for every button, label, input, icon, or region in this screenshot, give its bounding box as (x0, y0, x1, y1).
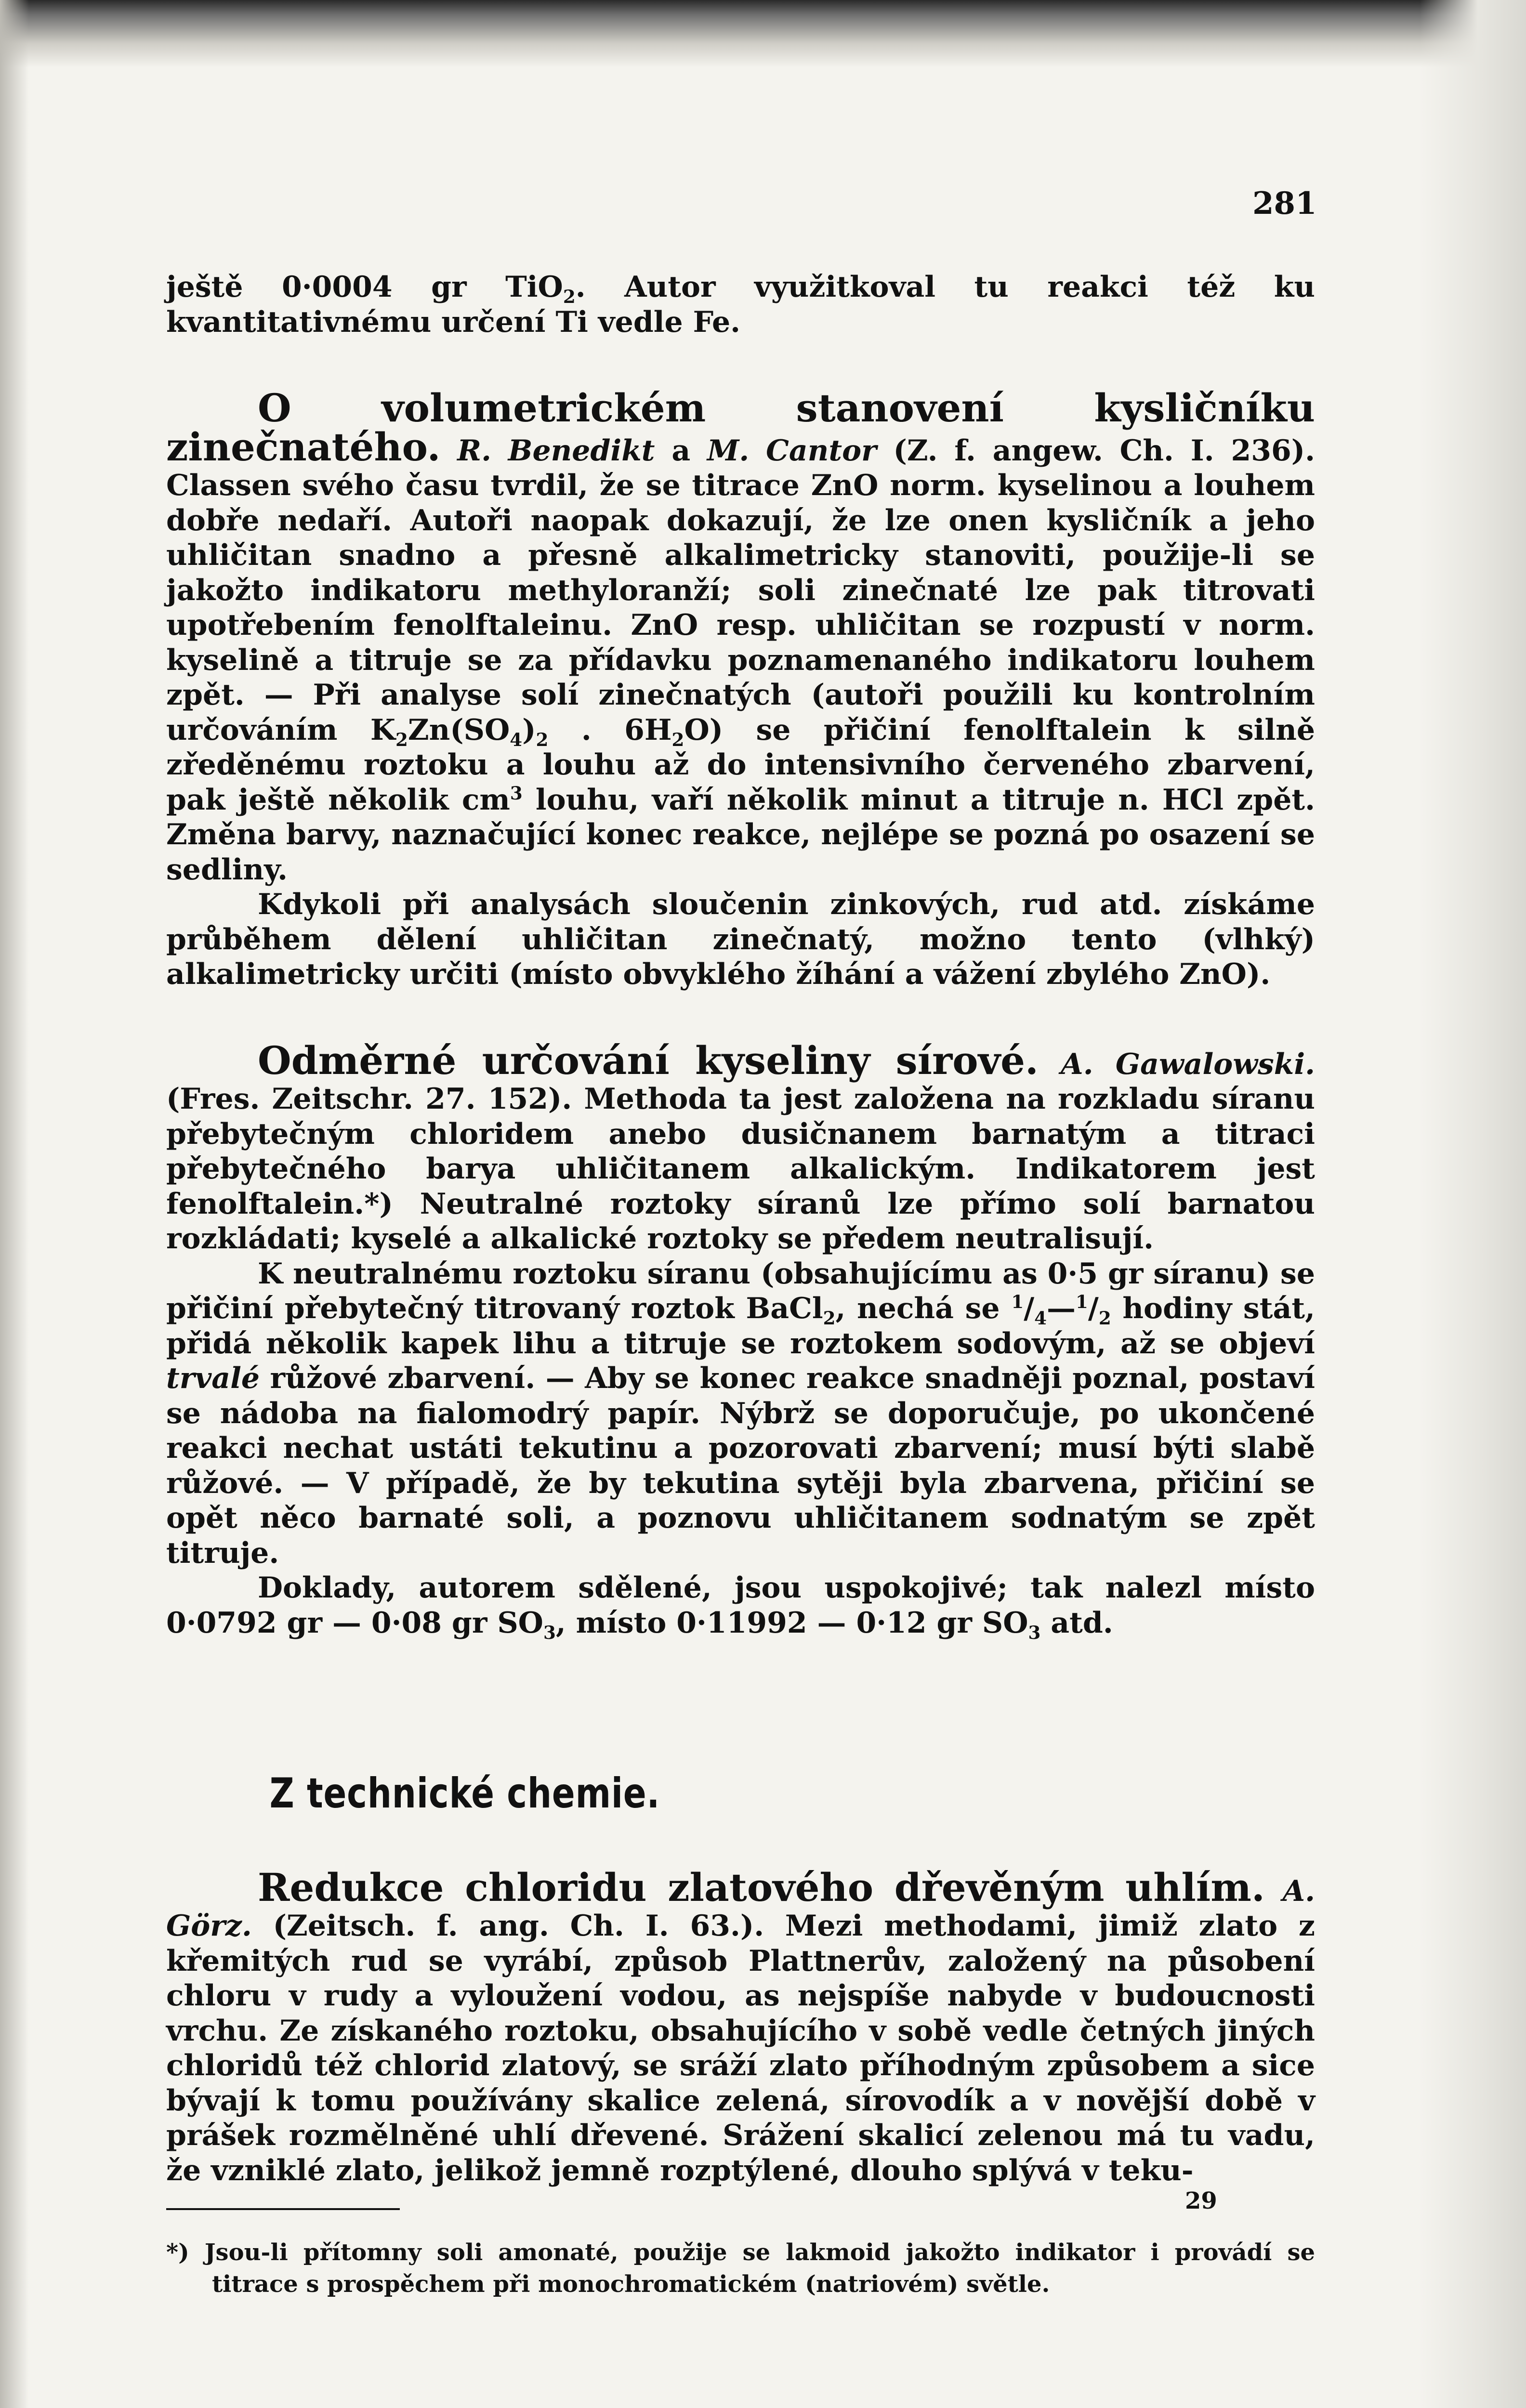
signature-mark: 29 (1185, 2187, 1217, 2214)
article-sulfuric: Odměrné určování kyseliny sírové. A. Gawalowski. (Fres. Zeitschr. 27. 152). Methoda ta jest založena na rozkladu síranu přebytečným chloridem anebo dusičnanem barnatým a titraci přebytečného barya uhličitanem alkalickým. Indikatorem jest fenolftalein.*) Neutralné roztoky síranů lze přímo solí barnatou rozkládati; kyselé a alkalické roztoky se předem neutralisují. (166, 1037, 1316, 1256)
scan-edge-top (0, 0, 1526, 67)
article-title: Redukce chloridu zlatového dřevěným uhlím. (258, 1864, 1265, 1910)
article-title: O volumetrickém stanovení kysličníku zinečnatého. (166, 385, 1315, 470)
page-body (166, 270, 1315, 2300)
scan-edge-right (1420, 0, 1526, 2408)
article-sulfuric-p3: Doklady, autorem sdělené, jsou uspokojivé; tak nalezl místo 0·0792 gr — 0·08 gr $SO_3$, místo 0·11992 — 0·12 gr $SO_3$ atd. (166, 1571, 1315, 1643)
scan-edge-left (0, 0, 29, 2408)
article-zno-p2: Kdykoli při analysách sloučenin zinkových, rud atd. získáme průběhem dělení uhličitan zinečnatý, možno tento (vlhký) alkalimetricky určiti (místo obvyklého žíhání a vážení zbylého ZnO). (166, 888, 1315, 991)
article-sulfuric-p2: K neutralnému roztoku síranu (obsahujícímu as 0·5 gr síranu) se přičiní přebytečný titrovaný roztok BaCl$_2$, nechá se $^1/_4—^1/_2$ hodiny stát, přidá několik kapek lihu a titruje se roztokem sodovým, až se objeví trvalé růžové zbarvení. — Aby se konec reakce snadněji poznal, postaví se nádoba na fialomodrý papír. Nýbrž se doporučuje, po ukončené reakci nechat ustáti tekutinu a pozorovati zbarvení; musí býti slabě růžové. — V případě, že by tekutina sytěji byla zbarvena, přičiní se opět něco barnaté soli, a poznovu uhličitanem sodnatým se zpět titruje. (166, 1256, 1315, 1570)
article-title: Odměrné určování kyseliny sírové. (258, 1037, 1039, 1083)
page-number: 281 (1252, 185, 1317, 222)
footnote-rule (166, 2208, 400, 2210)
paragraph-intro: ještě 0·0004 gr TiO$_2$. Autor využitkoval tu reakci též ku kvantitativnému určení Ti vedle Fe. (166, 270, 1315, 339)
article-gold: Redukce chloridu zlatového dřevěným uhlím. A. Görz. (Zeitsch. f. ang. Ch. I. 63.). Mezi methodami, jimiž zlato z křemitých rud se vyrábí, způsob Plattnerův, založený na působení chloru v rudy a vyloužení vodou, as nejspíše nabyde v budoucnosti vrchu. Ze získaného roztoku, obsahujícího v sobě vedle četných jiných chloridů též chlorid zlatový, se sráží zlato příhodným způsobem a sice bývají k tomu používány skalice zelená, sírovodík a v novější době v prášek rozmělněné uhlí dřevené. Srážení skalicí zelenou má tu vadu, že vzniklé zlato, jelikož jemně rozptýlené, dlouho splývá v teku- (166, 1864, 1316, 2187)
section-heading: Z technické chemie. (269, 1769, 660, 1818)
article-zno: O volumetrickém stanovení kysličníku zinečnatého. R. Benedikt a M. Cantor (Z. f. angew. Ch. I. 236). Classen svého času tvrdil, že se titrace ZnO norm. kyselinou a louhem dobře nedaří. Autoři naopak dokazují, že lze onen kysličník a jeho uhličitan snadno a přesně alkalimetricky stanoviti, použije-li se jakožto indikatoru methyloranží; soli zinečnaté lze pak titrovati upotřebením fenolftaleinu. ZnO resp. uhličitan se rozpustí v norm. kyselině a titruje se za přídavku poznamenaného indikatoru louhem zpět. — Při analyse solí zinečnatých (autoři použili ku kontrolním určováním $K_2Zn(SO_4)_2$ . $6H_2O$) se přičiní fenolftalein k silně zředěnému roztoku a louhu až do intensivního červeného zbarvení, pak ještě několik $cm^3$ louhu, vaří několik minut a titruje n. HCl zpět. Změna barvy, naznačující konec reakce, nejlépe se pozná po osazení se sedliny. (166, 385, 1316, 887)
footnote: *) Jsou-li přítomny soli amonaté, použije se lakmoid jakožto indikator i provádí se titrace s prospěchem při monochromatickém (natriovém) světle. (166, 2239, 1315, 2298)
